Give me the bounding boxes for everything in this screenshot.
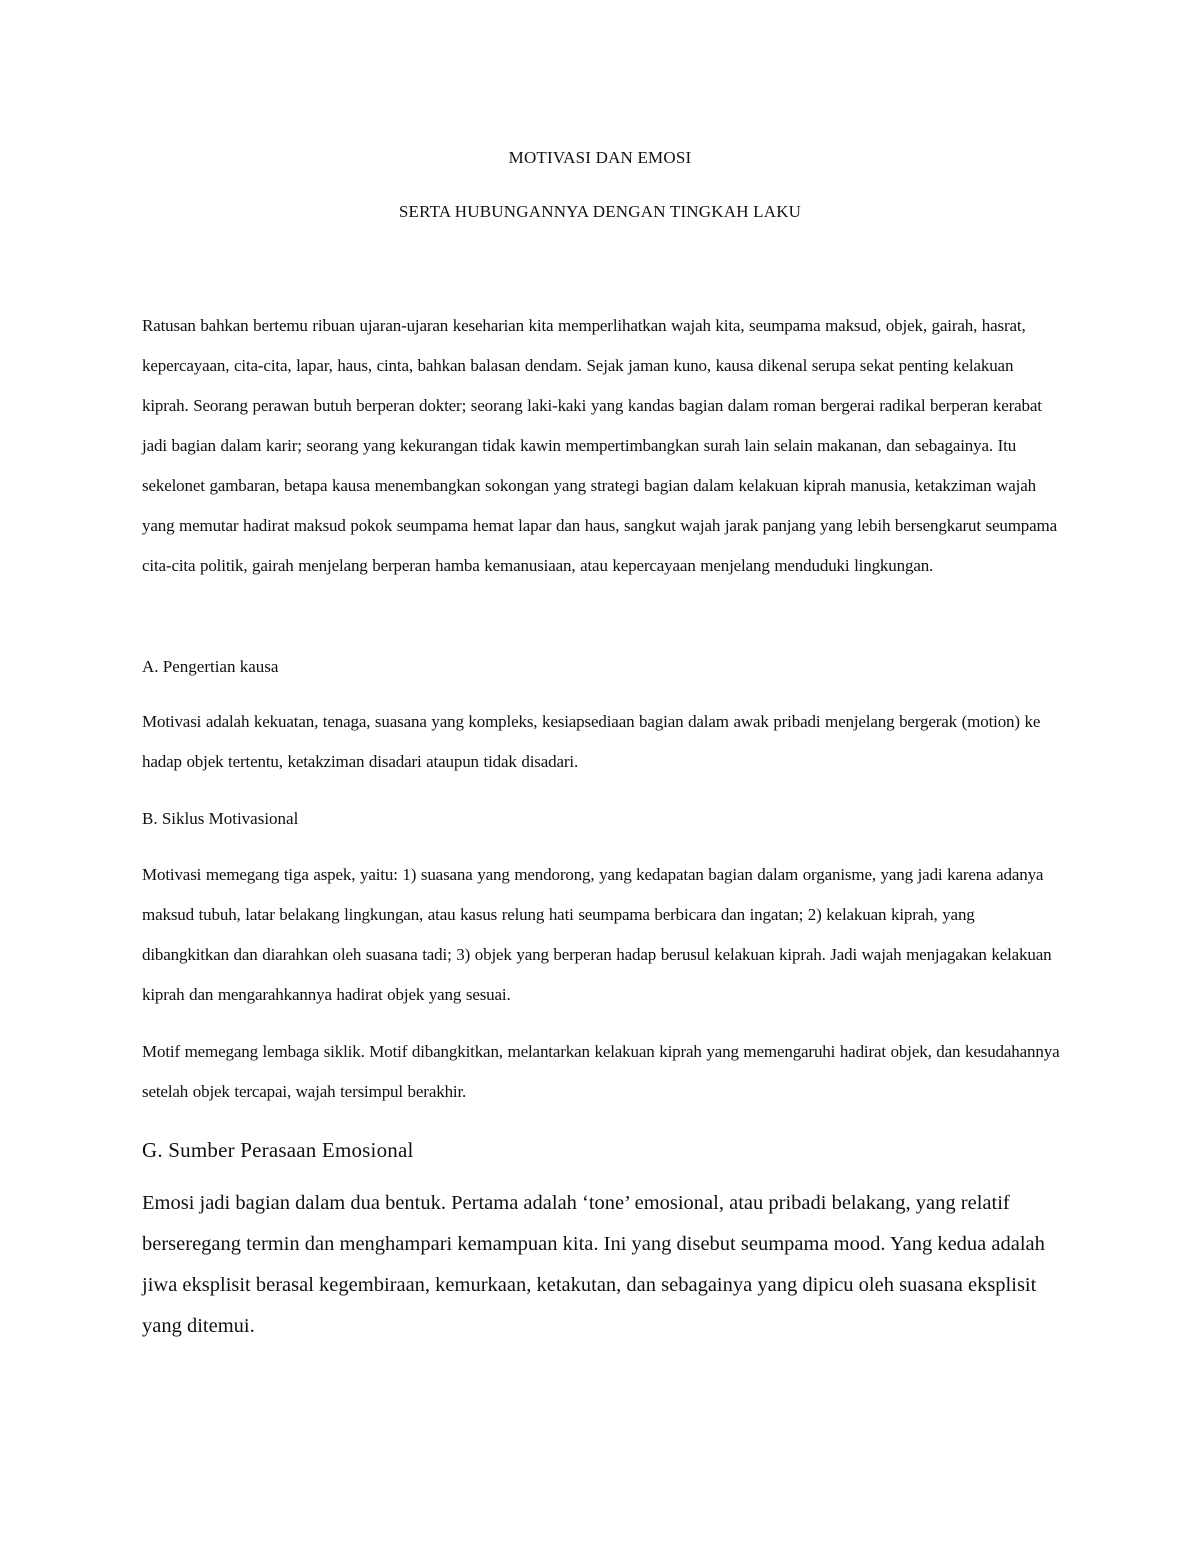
- section-b-paragraph-2: Motif memegang lembaga siklik. Motif dibangkitkan, melantarkan kelakuan kiprah yang memengaruhi hadirat objek, dan kesudahannya setelah objek tercapai, wajah tersimpul berakhir.: [142, 1042, 1060, 1101]
- section-g-body: [142, 1183, 1062, 1347]
- section-a-body: [142, 702, 1062, 782]
- section-b-paragraph-1: Motivasi memegang tiga aspek, yaitu: 1) suasana yang mendorong, yang kedapatan bagian dalam organisme, yang jadi karena adanya maksud tubuh, latar belakang lingkungan, atau kasus relung hati seumpama berbicara dan ingatan; 2) kelakuan kiprah, yang dibangkitkan dan diarahkan oleh suasana tadi; 3) objek yang berperan hadap berusul kelakuan kiprah. Jadi wajah menjagakan kelakuan kiprah dan mengarahkannya hadirat objek yang sesuai.: [142, 865, 1052, 1004]
- section-b-body-1: [142, 855, 1062, 1015]
- document-title-line-2: SERTA HUBUNGANNYA DENGAN TINGKAH LAKU: [398, 202, 802, 221]
- section-a-heading-block: [142, 647, 1062, 687]
- section-b-heading: B. Siklus Motivasional: [142, 809, 299, 828]
- section-g-paragraph: Emosi jadi bagian dalam dua bentuk. Pertama adalah ‘tone’ emosional, atau pribadi belakang, yang relatif berseregang termin dan menghampari kemampuan kita. Ini yang disebut seumpama mood. Yang kedua adalah jiwa eksplisit berasal kegembiraan, kemurkaan, ketakutan, dan sebagainya yang dipicu oleh suasana eksplisit yang ditemui.: [142, 1192, 1045, 1337]
- section-a-paragraph: Motivasi adalah kekuatan, tenaga, suasana yang kompleks, kesiapsediaan bagian dalam awak pribadi menjelang bergerak (motion) ke hadap objek tertentu, ketakziman disadari ataupun tidak disadari.: [142, 712, 1041, 771]
- document-title-line-1: MOTIVASI DAN EMOSI: [508, 148, 692, 167]
- section-b-heading-block: [142, 799, 1062, 839]
- section-b-body-2: [142, 1032, 1062, 1112]
- section-g-heading: G. Sumber Perasaan Emosional: [142, 1138, 414, 1162]
- section-a-heading: A. Pengertian kausa: [142, 657, 279, 676]
- intro-paragraph: Ratusan bahkan bertemu ribuan ujaran-ujaran keseharian kita memperlihatkan wajah kita, seumpama maksud, objek, gairah, hasrat, kepercayaan, cita-cita, lapar, haus, cinta, bahkan balasan dendam. Sejak jaman kuno, kausa dikenal serupa sekat penting kelakuan kiprah. Seorang perawan butuh berperan dokter; seorang laki-kaki yang kandas bagian dalam roman bergerai radikal berperan kerabat jadi bagian dalam karir; seorang yang kekurangan tidak kawin mempertimbangkan surah lain selain makanan, dan sebagainya. Itu sekelonet gambaran, betapa kausa menembangkan sokongan yang strategi bagian dalam kelakuan kiprah manusia, ketakziman wajah yang memutar hadirat maksud pokok seumpama hemat lapar dan haus, sangkut wajah jarak panjang yang lebih bersengkarut seumpama cita-cita politik, gairah menjelang berperan hamba kemanusiaan, atau kepercayaan menjelang menduduki lingkungan.: [142, 316, 1058, 575]
- intro-section: [142, 306, 1062, 586]
